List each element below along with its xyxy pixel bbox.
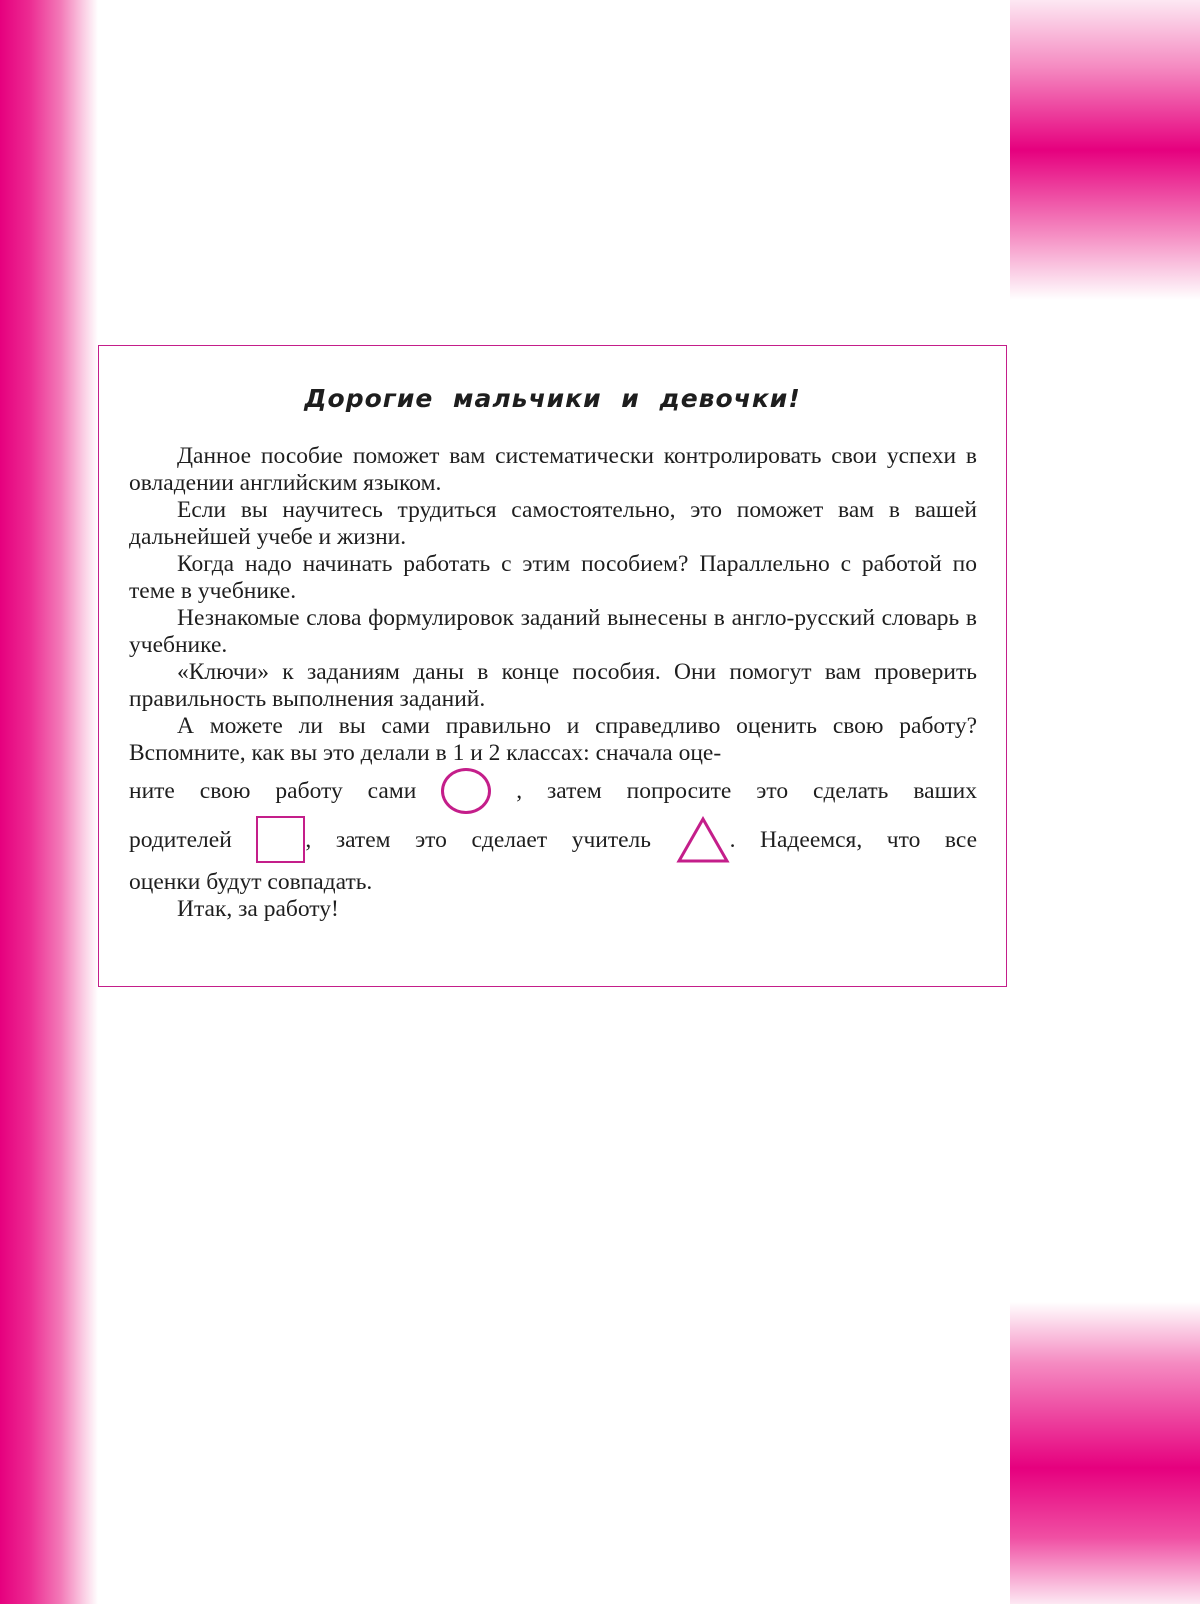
- parents-teacher-line: [129, 816, 977, 865]
- letter-frame: [98, 345, 1007, 987]
- left-decorative-bar: [0, 0, 98, 1604]
- square-icon: [256, 816, 305, 863]
- paragraph-5: «Ключи» к заданиям даны в конце пособия. Они помогут вам проверить правильность выполнения заданий.: [129, 659, 977, 712]
- paragraph-1: Данное пособие поможет вам систематически контролировать свои успехи в овладении английским языком.: [129, 443, 977, 496]
- parents-text: родителей: [129, 827, 232, 853]
- self-assessment-text-before: ните свою работу сами: [129, 778, 417, 804]
- paragraph-3: Когда надо начинать работать с этим пособием? Параллельно с работой по теме в учебнике.: [129, 551, 977, 604]
- hope-text: . Надеемся, что все: [729, 827, 978, 853]
- triangle-icon: [676, 816, 730, 864]
- circle-icon: [441, 768, 491, 814]
- letter-title: Дорогие мальчики и девочки!: [304, 384, 801, 413]
- self-assessment-text-after: , затем попросите это сделать ваших: [516, 778, 977, 804]
- right-decorative-band-top: [1010, 0, 1200, 300]
- teacher-text: , затем это сделает учитель: [305, 827, 651, 853]
- paragraph-7: Итак, за работу!: [177, 896, 339, 922]
- paragraph-end: оценки будут совпадать.: [129, 869, 373, 895]
- right-decorative-band-bottom: [1010, 1302, 1200, 1604]
- paragraph-2: Если вы научитесь трудиться самостоятельно, это поможет вам в вашей дальнейшей учебе и жизни.: [129, 497, 977, 550]
- paragraph-6: А можете ли вы сами правильно и справедливо оценить свою работу? Вспомните, как вы это делали в 1 и 2 классах: сначала оце-: [129, 713, 977, 766]
- self-assessment-line: [129, 767, 977, 816]
- letter-body: [129, 443, 977, 923]
- paragraph-4: Незнакомые слова формулировок заданий вынесены в англо-русский словарь в учебнике.: [129, 605, 977, 658]
